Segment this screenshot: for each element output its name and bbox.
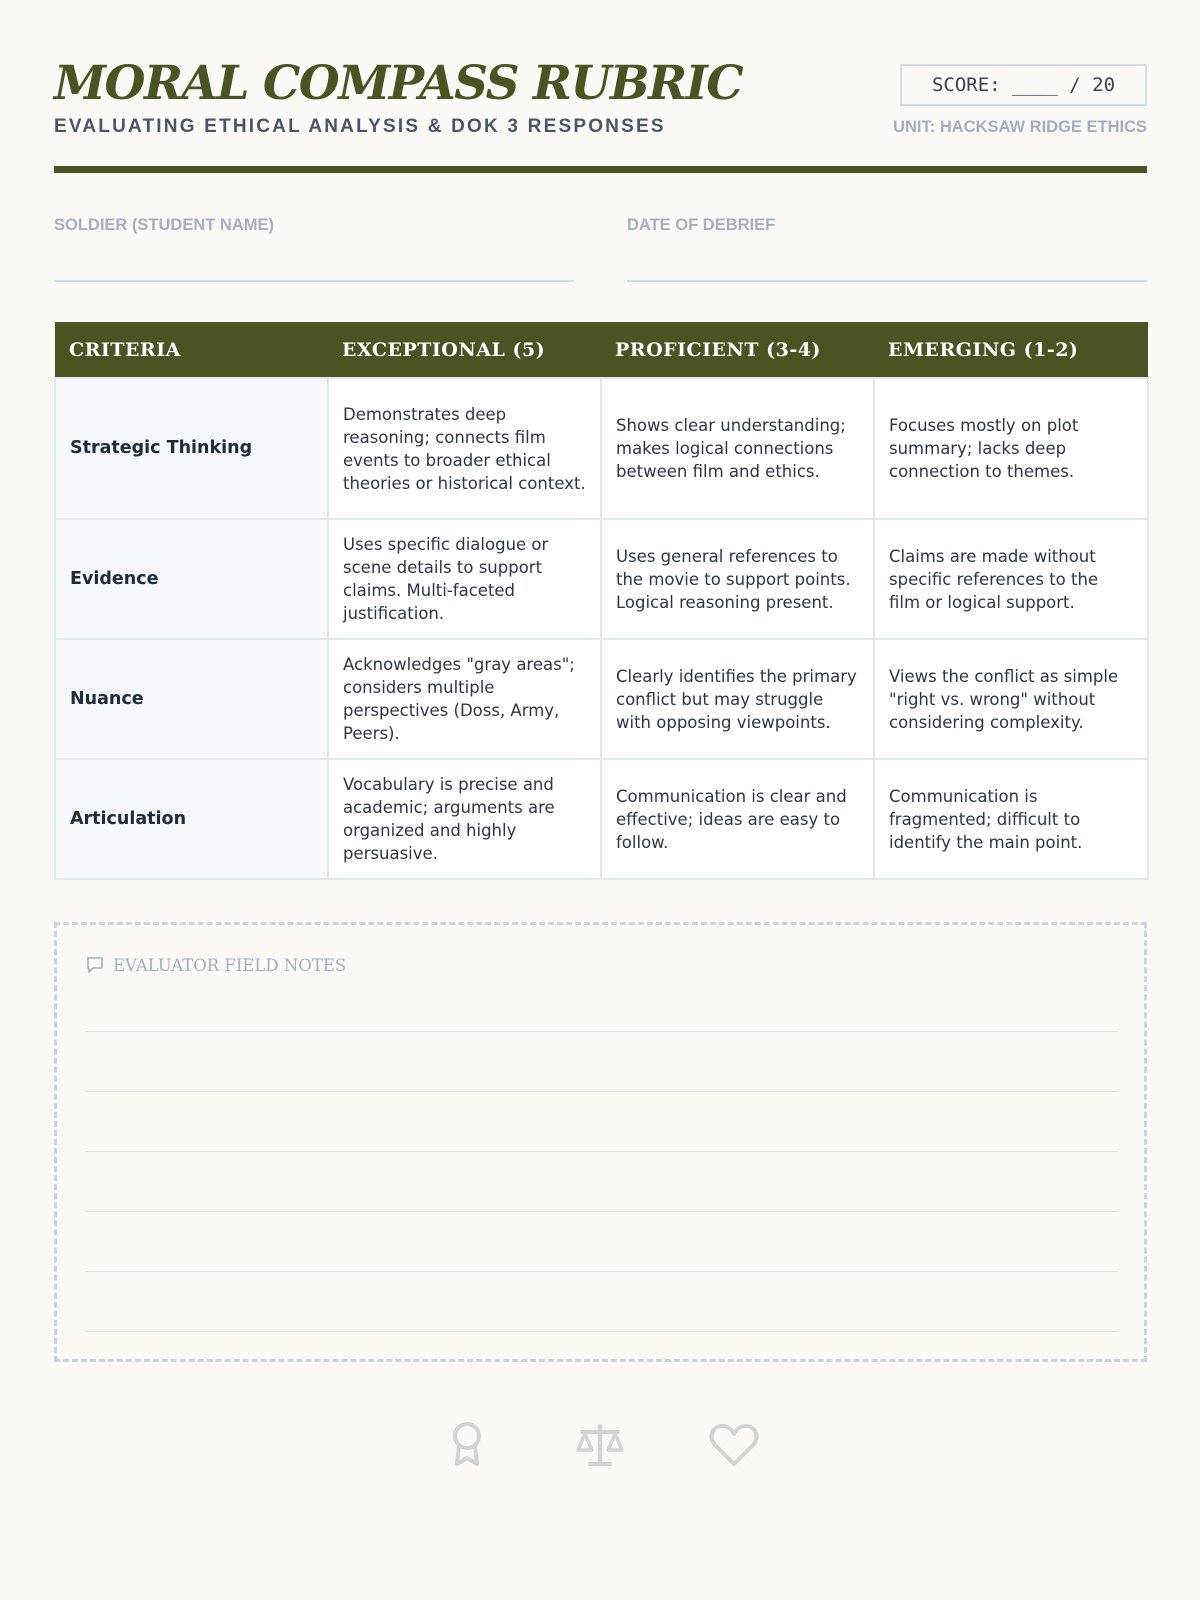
- header-exceptional: EXCEPTIONAL (5): [328, 322, 601, 378]
- unit-label: UNIT: HACKSAW RIDGE ETHICS: [893, 118, 1147, 136]
- proficient-cell: Uses general references to the movie to support points. Logical reasoning present.: [601, 519, 874, 639]
- debrief-date-field[interactable]: [627, 216, 1147, 282]
- table-row: [55, 639, 1148, 759]
- notes-title: EVALUATOR FIELD NOTES: [113, 955, 347, 975]
- header-emerging: EMERGING (1-2): [874, 322, 1148, 378]
- award-icon: [439, 1418, 495, 1474]
- evaluator-notes-box[interactable]: [54, 922, 1147, 1362]
- exceptional-cell: Uses specific dialogue or scene details to support claims. Multi-faceted justification.: [328, 519, 601, 639]
- notes-line[interactable]: [85, 1091, 1118, 1092]
- notes-line[interactable]: [85, 1271, 1118, 1272]
- debrief-date-line[interactable]: [627, 280, 1147, 282]
- header: [54, 56, 1147, 174]
- student-name-line[interactable]: [54, 280, 574, 282]
- notes-line[interactable]: [85, 1031, 1118, 1032]
- debrief-date-label: DATE OF DEBRIEF: [627, 216, 776, 234]
- rubric-header-row: [55, 322, 1148, 378]
- page-subtitle: EVALUATING ETHICAL ANALYSIS & DOK 3 RESPONSES: [54, 116, 666, 137]
- student-name-field[interactable]: [54, 216, 574, 282]
- heart-icon: [706, 1418, 762, 1474]
- notes-line[interactable]: [85, 1331, 1118, 1332]
- footer-icons: [54, 1418, 1147, 1478]
- proficient-cell: Clearly identifies the primary conflict but may struggle with opposing viewpoints.: [601, 639, 874, 759]
- criteria-cell: Nuance: [55, 639, 328, 759]
- proficient-cell: Communication is clear and effective; ideas are easy to follow.: [601, 759, 874, 879]
- scale-icon: [572, 1418, 628, 1474]
- emerging-cell: Communication is fragmented; difficult to identify the main point.: [874, 759, 1148, 879]
- comment-icon: [85, 955, 105, 975]
- emerging-cell: Focuses mostly on plot summary; lacks deep connection to themes.: [874, 378, 1148, 519]
- criteria-cell: Articulation: [55, 759, 328, 879]
- score-box[interactable]: SCORE: ____ / 20: [900, 64, 1147, 106]
- exceptional-cell: Vocabulary is precise and academic; arguments are organized and highly persuasive.: [328, 759, 601, 879]
- notes-line[interactable]: [85, 1211, 1118, 1212]
- rubric-table: [54, 322, 1149, 880]
- emerging-cell: Views the conflict as simple "right vs. wrong" without considering complexity.: [874, 639, 1148, 759]
- header-criteria: CRITERIA: [55, 322, 328, 378]
- rubric-page: [54, 0, 1147, 1600]
- header-proficient: PROFICIENT (3-4): [601, 322, 874, 378]
- header-divider: [54, 166, 1147, 173]
- student-name-label: SOLDIER (STUDENT NAME): [54, 216, 274, 234]
- criteria-cell: Evidence: [55, 519, 328, 639]
- criteria-cell: Strategic Thinking: [55, 378, 328, 519]
- proficient-cell: Shows clear understanding; makes logical connections between film and ethics.: [601, 378, 874, 519]
- emerging-cell: Claims are made without specific references to the film or logical support.: [874, 519, 1148, 639]
- notes-line[interactable]: [85, 1151, 1118, 1152]
- table-row: [55, 759, 1148, 879]
- notes-header: [85, 955, 346, 975]
- table-row: [55, 378, 1148, 519]
- table-row: [55, 519, 1148, 639]
- exceptional-cell: Demonstrates deep reasoning; connects film events to broader ethical theories or historical context.: [328, 378, 601, 519]
- page-title: MORAL COMPASS RUBRIC: [54, 56, 743, 111]
- exceptional-cell: Acknowledges "gray areas"; considers multiple perspectives (Doss, Army, Peers).: [328, 639, 601, 759]
